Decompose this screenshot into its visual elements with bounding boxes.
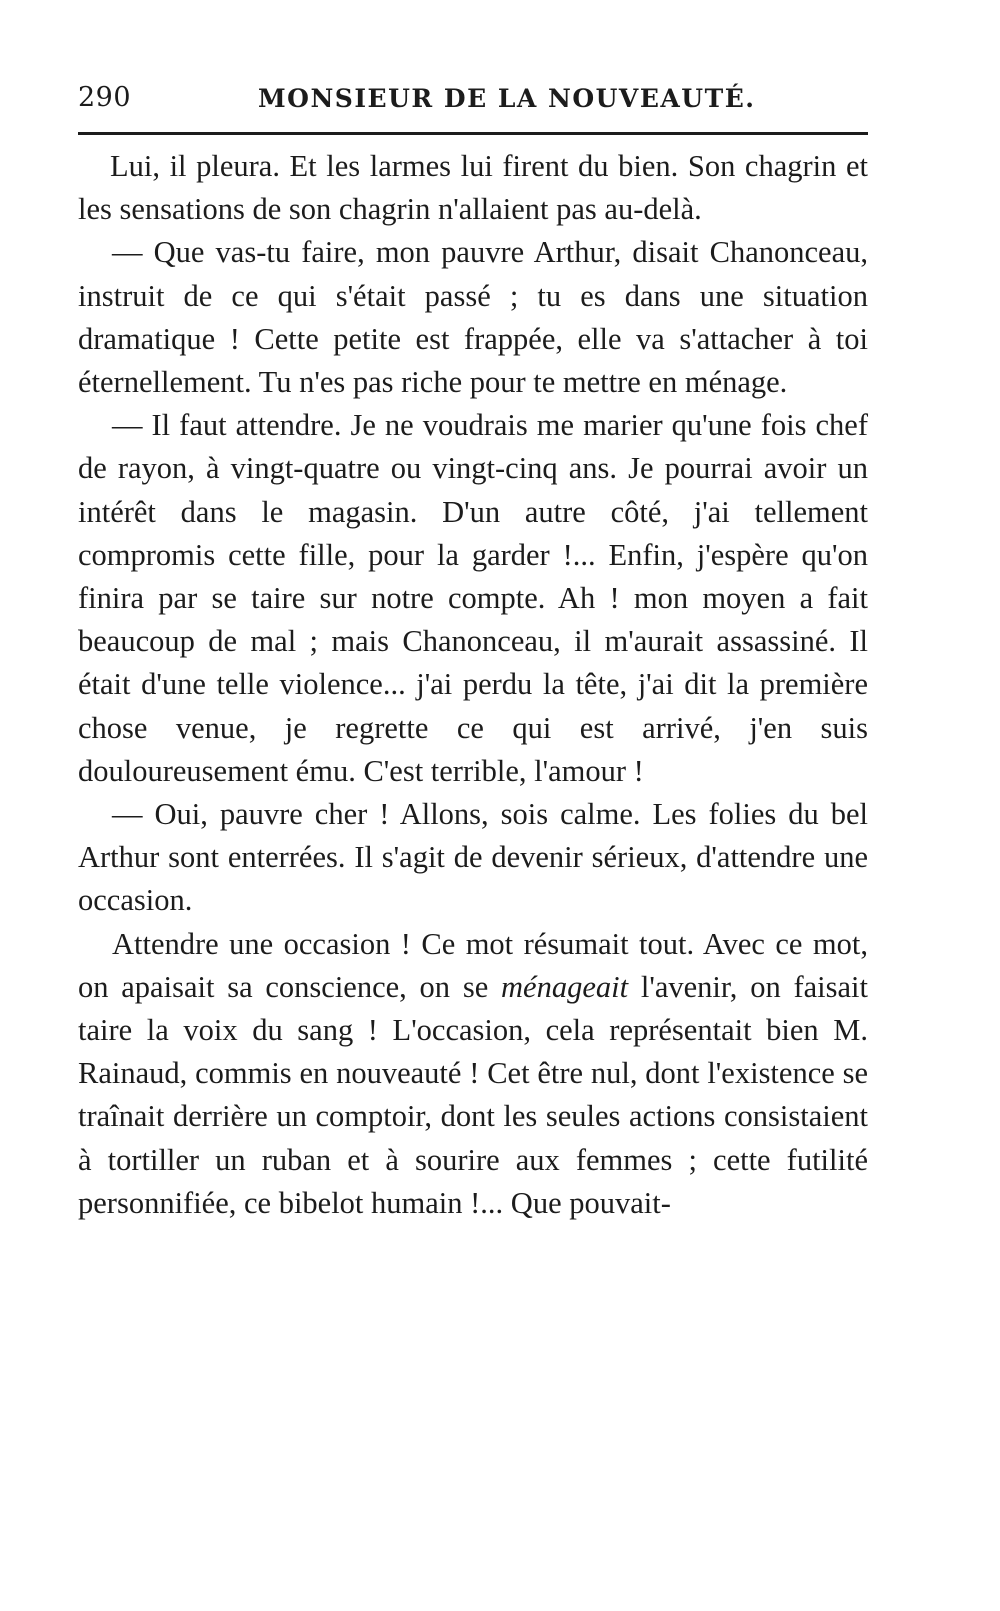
page-header [78,60,868,126]
paragraph-3: — Il faut attendre. Je ne voudrais me marier qu'une fois chef de rayon, à vingt-quatre ou vingt-cinq ans. Je pourrai avoir un intérêt dans le magasin. D'un autre côté, j'ai tellement compromis cette fille, pour la garder !... Enfin, j'espère qu'on finira par se taire sur notre compte. Ah ! mon moyen a fait beaucoup de mal ; mais Chanonceau, il m'aurait assassiné. Il était d'une telle violence... j'ai perdu la tête, j'ai dit la première chose venue, je regrette ce qui est arrivé, j'en suis douloureusement ému. C'est terrible, l'amour ! [78,408,868,788]
paragraph-5 [78,923,868,1225]
paragraph-1: Lui, il pleura. Et les larmes lui firent du bien. Son chagrin et les sensations de son chagrin n'allaient pas au-delà. [78,149,868,227]
running-title: MONSIEUR DE LA NOUVEAUTÉ. [258,84,756,113]
page-number: 290 [78,82,132,113]
body-text [78,145,868,1225]
book-page [78,60,868,1225]
header-rule [78,132,868,135]
paragraph-5-before: Attendre une occasion ! Ce mot résumait tout. Avec ce mot, on apaisait sa conscience, on se [78,926,868,1004]
paragraph-5-after: l'avenir, on faisait taire la voix du sang ! L'occasion, cela représentait bien M. Rainaud, commis en nouveauté ! Cet être nul, dont l'existence se traînait derrière un comptoir, dont les seules actions consistaient à tortiller un ruban et à sourire aux femmes ; cette futilité personnifiée, ce bibelot humain !... Que pouvait- [78,969,868,1220]
paragraph-5-emphasis: ménageait [501,969,629,1004]
paragraph-4: — Oui, pauvre cher ! Allons, sois calme. Les folies du bel Arthur sont enterrées. Il s'agit de devenir sérieux, d'attendre une occasion. [78,797,868,918]
paragraph-2: — Que vas-tu faire, mon pauvre Arthur, disait Chanonceau, instruit de ce qui s'était passé ; tu es dans une situation dramatique ! Cette petite est frappée, elle va s'attacher à toi éternellement. Tu n'es pas riche pour te mettre en ménage. [78,235,868,400]
